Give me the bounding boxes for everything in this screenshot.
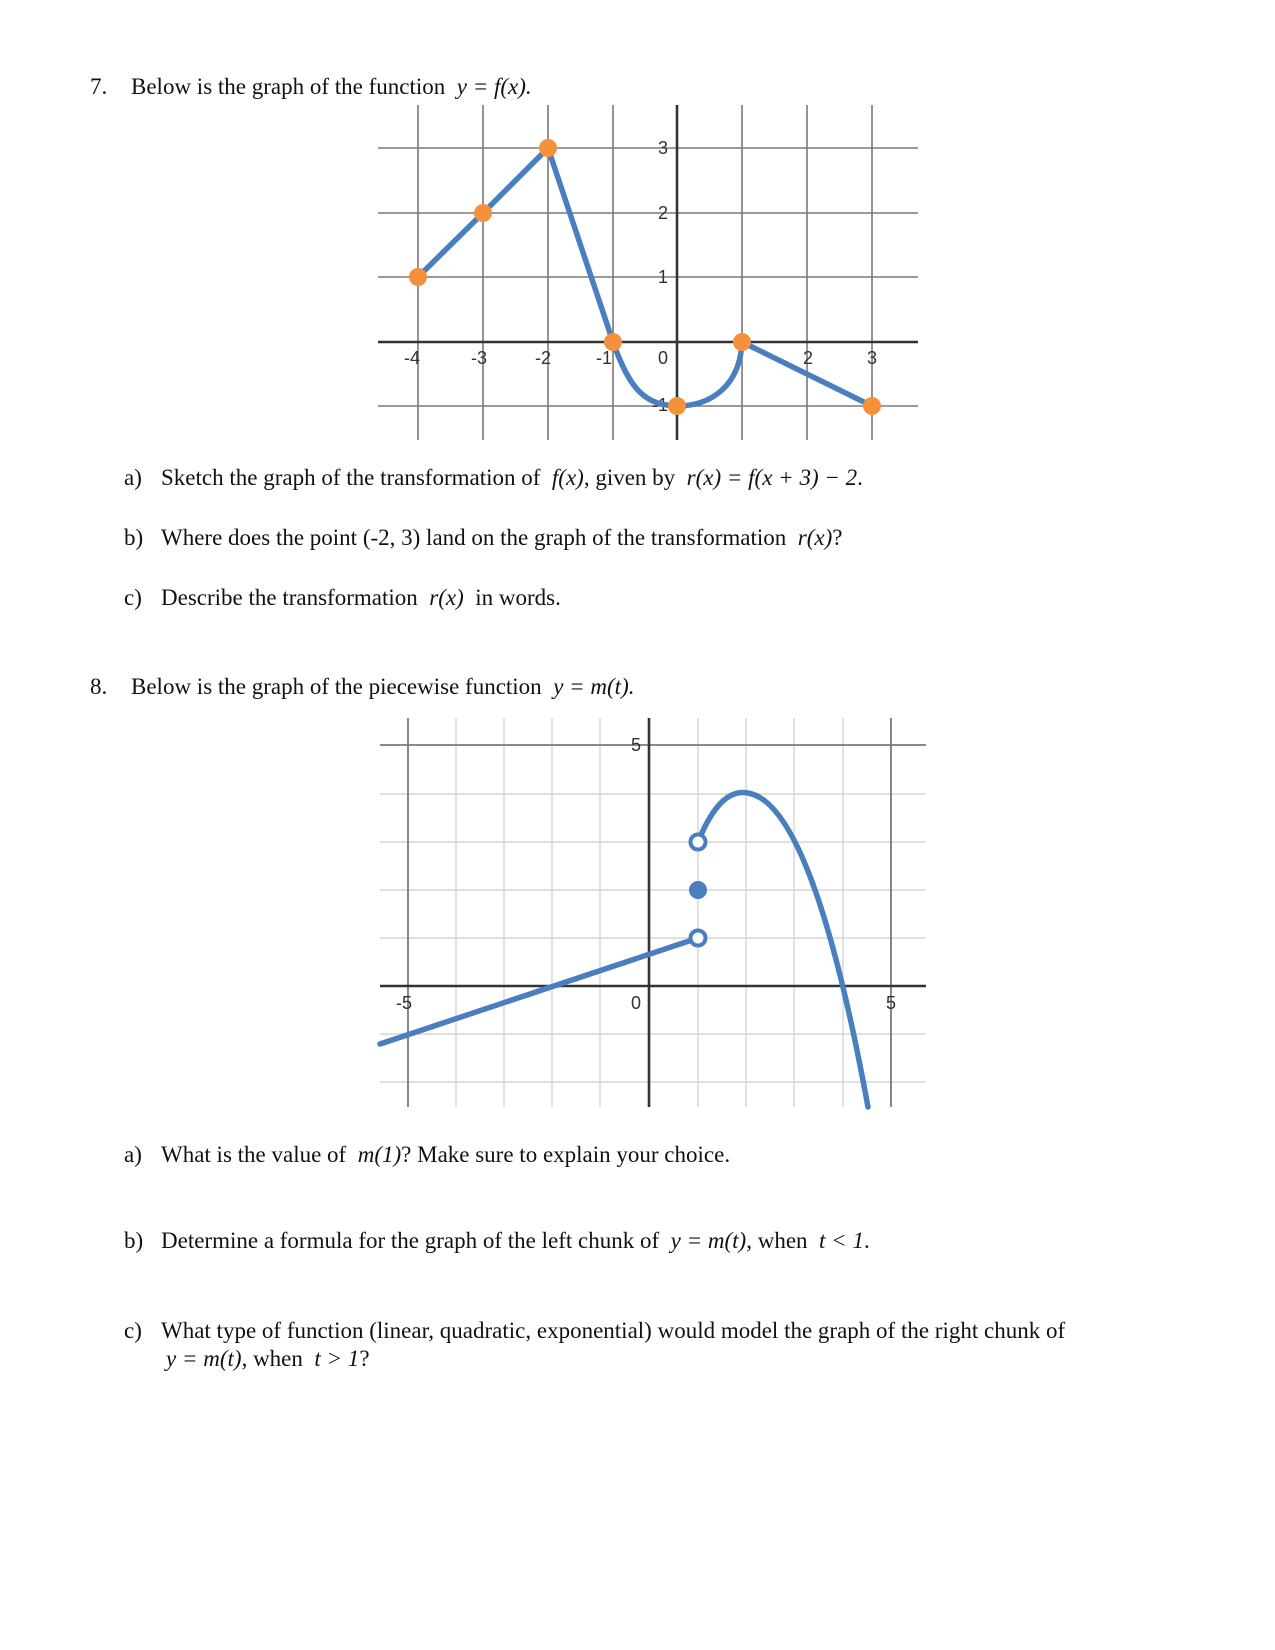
y-tick-label: 2: [657, 203, 669, 223]
y-tick-label: -1: [651, 395, 669, 415]
x-tick-label: -2: [534, 348, 552, 368]
x-tick-label: 0: [657, 348, 669, 368]
closed-point: [689, 881, 707, 899]
x-tick-label: 5: [885, 993, 897, 1013]
x-tick-label: 0: [630, 993, 642, 1013]
question-number: 7.: [90, 74, 108, 99]
x-tick-label: -4: [403, 348, 421, 368]
y-tick-label: 1: [657, 267, 669, 287]
open-point: [691, 931, 706, 946]
open-point: [691, 835, 706, 850]
x-tick-label: 2: [802, 348, 814, 368]
grid-lines-major: [380, 718, 926, 1107]
question-number: 8.: [90, 674, 108, 699]
question-prompt: Below is the graph of the function y = f(x).: [131, 74, 532, 99]
x-tick-label: -1: [595, 348, 613, 368]
x-tick-label: -3: [470, 348, 488, 368]
question-prompt: Below is the graph of the piecewise function y = m(t).: [131, 674, 635, 699]
x-tick-label: -5: [395, 993, 413, 1013]
y-tick-label: 5: [630, 735, 642, 755]
x-tick-label: 3: [866, 348, 878, 368]
grid-lines-light: [380, 718, 926, 1107]
function-expression: y = m(t).: [553, 674, 635, 699]
y-tick-label: 3: [657, 138, 669, 158]
function-expression: y = f(x).: [456, 74, 532, 99]
